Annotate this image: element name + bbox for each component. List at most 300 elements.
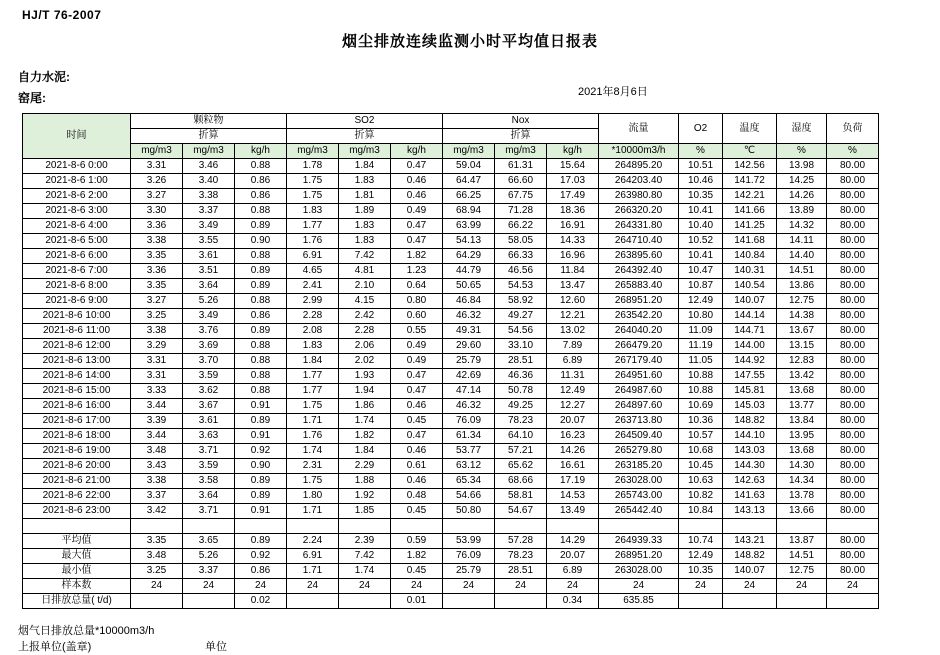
row-label: 2021-8-6 23:00 bbox=[23, 504, 131, 519]
page-title: 烟尘排放连续监测小时平均值日报表 bbox=[341, 33, 598, 50]
cell-11: 141.66 bbox=[723, 204, 777, 219]
cell-2: 0.89 bbox=[235, 264, 287, 279]
cell-1: 5.26 bbox=[183, 294, 235, 309]
cell-7: 28.51 bbox=[495, 354, 547, 369]
cell-10: 10.47 bbox=[679, 264, 723, 279]
cell-0: 3.38 bbox=[131, 324, 183, 339]
row-label: 2021-8-6 8:00 bbox=[23, 279, 131, 294]
row-label: 2021-8-6 3:00 bbox=[23, 204, 131, 219]
cell-3: 1.75 bbox=[287, 399, 339, 414]
cell-4: 1.84 bbox=[339, 159, 391, 174]
cell-8: 16.23 bbox=[547, 429, 599, 444]
summary-cell-7: 28.51 bbox=[495, 564, 547, 579]
summary-cell-13: 80.00 bbox=[827, 549, 879, 564]
cell-0: 3.25 bbox=[131, 309, 183, 324]
cell-10: 10.45 bbox=[679, 459, 723, 474]
row-label: 2021-8-6 13:00 bbox=[23, 354, 131, 369]
cell-8: 13.47 bbox=[547, 279, 599, 294]
daily-total-blank-7 bbox=[723, 594, 777, 609]
cell-1: 3.51 bbox=[183, 264, 235, 279]
cell-11: 147.55 bbox=[723, 369, 777, 384]
cell-8: 16.91 bbox=[547, 219, 599, 234]
cell-5: 0.49 bbox=[391, 354, 443, 369]
cell-10: 10.88 bbox=[679, 369, 723, 384]
cell-13: 80.00 bbox=[827, 324, 879, 339]
cell-12: 13.66 bbox=[777, 504, 827, 519]
cell-2: 0.88 bbox=[235, 204, 287, 219]
summary-cell-6: 76.09 bbox=[443, 549, 495, 564]
table-row bbox=[23, 324, 879, 339]
summary-cell-3: 1.71 bbox=[287, 564, 339, 579]
row-label: 2021-8-6 16:00 bbox=[23, 399, 131, 414]
cell-4: 7.42 bbox=[339, 249, 391, 264]
cell-7: 54.56 bbox=[495, 324, 547, 339]
table-row bbox=[23, 189, 879, 204]
summary-cell-1: 24 bbox=[183, 579, 235, 594]
footer-note-daily-total: 烟气日排放总量*10000m3/h bbox=[18, 625, 155, 637]
table-row bbox=[23, 474, 879, 489]
cell-7: 54.67 bbox=[495, 504, 547, 519]
cell-5: 0.60 bbox=[391, 309, 443, 324]
cell-8: 16.61 bbox=[547, 459, 599, 474]
cell-4: 4.15 bbox=[339, 294, 391, 309]
cell-4: 1.83 bbox=[339, 219, 391, 234]
cell-6: 25.79 bbox=[443, 354, 495, 369]
cell-1: 3.55 bbox=[183, 234, 235, 249]
cell-7: 33.10 bbox=[495, 339, 547, 354]
cell-3: 1.75 bbox=[287, 189, 339, 204]
summary-cell-3: 2.24 bbox=[287, 534, 339, 549]
table-row bbox=[23, 219, 879, 234]
summary-cell-4: 1.74 bbox=[339, 564, 391, 579]
cell-3: 2.99 bbox=[287, 294, 339, 309]
cell-0: 3.31 bbox=[131, 369, 183, 384]
cell-3: 1.76 bbox=[287, 234, 339, 249]
cell-7: 46.36 bbox=[495, 369, 547, 384]
summary-cell-8: 6.89 bbox=[547, 564, 599, 579]
summary-row bbox=[23, 579, 879, 594]
table-row bbox=[23, 294, 879, 309]
cell-4: 1.84 bbox=[339, 444, 391, 459]
row-label: 2021-8-6 4:00 bbox=[23, 219, 131, 234]
cell-13: 80.00 bbox=[827, 414, 879, 429]
cell-6: 76.09 bbox=[443, 414, 495, 429]
cell-3: 1.74 bbox=[287, 444, 339, 459]
table-row bbox=[23, 414, 879, 429]
unit-pm-kgh: kg/h bbox=[235, 144, 287, 159]
cell-11: 144.71 bbox=[723, 324, 777, 339]
spacer-cell bbox=[235, 519, 287, 534]
summary-cell-3: 24 bbox=[287, 579, 339, 594]
cell-5: 1.82 bbox=[391, 249, 443, 264]
cell-2: 0.86 bbox=[235, 309, 287, 324]
cell-2: 0.88 bbox=[235, 339, 287, 354]
summary-cell-12: 12.75 bbox=[777, 564, 827, 579]
daily-total-nox: 0.34 bbox=[547, 594, 599, 609]
cell-5: 0.47 bbox=[391, 429, 443, 444]
cell-12: 13.68 bbox=[777, 384, 827, 399]
row-label: 2021-8-6 17:00 bbox=[23, 414, 131, 429]
unit-so2-conv-mgm3: mg/m3 bbox=[339, 144, 391, 159]
table-row bbox=[23, 504, 879, 519]
cell-12: 13.78 bbox=[777, 489, 827, 504]
cell-10: 10.52 bbox=[679, 234, 723, 249]
cell-13: 80.00 bbox=[827, 354, 879, 369]
cell-13: 80.00 bbox=[827, 204, 879, 219]
table-row bbox=[23, 309, 879, 324]
cell-4: 1.89 bbox=[339, 204, 391, 219]
cell-7: 68.66 bbox=[495, 474, 547, 489]
cell-3: 1.80 bbox=[287, 489, 339, 504]
cell-0: 3.31 bbox=[131, 354, 183, 369]
summary-cell-5: 24 bbox=[391, 579, 443, 594]
cell-9: 264040.20 bbox=[599, 324, 679, 339]
cell-2: 0.89 bbox=[235, 474, 287, 489]
cell-9: 266320.20 bbox=[599, 204, 679, 219]
hourly-average-table bbox=[22, 113, 879, 609]
cell-9: 263542.20 bbox=[599, 309, 679, 324]
table-row bbox=[23, 354, 879, 369]
summary-cell-1: 3.37 bbox=[183, 564, 235, 579]
row-label: 样本数 bbox=[23, 579, 131, 594]
cell-7: 58.92 bbox=[495, 294, 547, 309]
cell-2: 0.88 bbox=[235, 159, 287, 174]
unit-pm-mgm3: mg/m3 bbox=[131, 144, 183, 159]
cell-12: 13.15 bbox=[777, 339, 827, 354]
table-unit-row bbox=[23, 144, 879, 159]
cell-2: 0.91 bbox=[235, 504, 287, 519]
facility-name: 窑尾: bbox=[18, 91, 46, 105]
cell-0: 3.42 bbox=[131, 504, 183, 519]
cell-1: 3.59 bbox=[183, 369, 235, 384]
cell-1: 3.67 bbox=[183, 399, 235, 414]
cell-11: 144.10 bbox=[723, 429, 777, 444]
cell-7: 66.60 bbox=[495, 174, 547, 189]
cell-7: 66.22 bbox=[495, 219, 547, 234]
spacer-cell bbox=[777, 519, 827, 534]
cell-9: 264203.40 bbox=[599, 174, 679, 189]
table-row bbox=[23, 174, 879, 189]
spacer-row bbox=[23, 519, 879, 534]
cell-13: 80.00 bbox=[827, 474, 879, 489]
cell-1: 3.63 bbox=[183, 429, 235, 444]
row-label: 2021-8-6 7:00 bbox=[23, 264, 131, 279]
cell-8: 17.19 bbox=[547, 474, 599, 489]
group-header-nox: Nox bbox=[443, 114, 599, 129]
cell-0: 3.38 bbox=[131, 234, 183, 249]
cell-9: 264897.60 bbox=[599, 399, 679, 414]
cell-13: 80.00 bbox=[827, 279, 879, 294]
cell-1: 3.69 bbox=[183, 339, 235, 354]
table-row bbox=[23, 489, 879, 504]
cell-0: 3.44 bbox=[131, 429, 183, 444]
cell-6: 65.34 bbox=[443, 474, 495, 489]
cell-1: 3.71 bbox=[183, 504, 235, 519]
cell-2: 0.88 bbox=[235, 249, 287, 264]
row-label: 2021-8-6 2:00 bbox=[23, 189, 131, 204]
row-label: 2021-8-6 12:00 bbox=[23, 339, 131, 354]
cell-12: 13.95 bbox=[777, 429, 827, 444]
cell-8: 14.33 bbox=[547, 234, 599, 249]
cell-8: 17.03 bbox=[547, 174, 599, 189]
cell-10: 11.05 bbox=[679, 354, 723, 369]
cell-1: 3.64 bbox=[183, 279, 235, 294]
cell-7: 71.28 bbox=[495, 204, 547, 219]
cell-5: 0.47 bbox=[391, 369, 443, 384]
cell-2: 0.89 bbox=[235, 489, 287, 504]
cell-8: 6.89 bbox=[547, 354, 599, 369]
row-label: 2021-8-6 0:00 bbox=[23, 159, 131, 174]
cell-1: 3.61 bbox=[183, 249, 235, 264]
summary-cell-9: 263028.00 bbox=[599, 564, 679, 579]
cell-9: 264710.40 bbox=[599, 234, 679, 249]
summary-cell-8: 20.07 bbox=[547, 549, 599, 564]
spacer-cell bbox=[183, 519, 235, 534]
table-row bbox=[23, 429, 879, 444]
cell-4: 1.88 bbox=[339, 474, 391, 489]
cell-8: 13.49 bbox=[547, 504, 599, 519]
table-group-header-row bbox=[23, 114, 879, 129]
spacer-cell bbox=[391, 519, 443, 534]
table-row bbox=[23, 399, 879, 414]
summary-cell-6: 25.79 bbox=[443, 564, 495, 579]
cell-8: 11.84 bbox=[547, 264, 599, 279]
summary-cell-9: 268951.20 bbox=[599, 549, 679, 564]
cell-6: 63.12 bbox=[443, 459, 495, 474]
cell-3: 4.65 bbox=[287, 264, 339, 279]
cell-5: 0.45 bbox=[391, 504, 443, 519]
table-row bbox=[23, 339, 879, 354]
cell-5: 1.23 bbox=[391, 264, 443, 279]
cell-10: 10.35 bbox=[679, 189, 723, 204]
cell-5: 0.64 bbox=[391, 279, 443, 294]
cell-9: 263028.00 bbox=[599, 474, 679, 489]
cell-5: 0.46 bbox=[391, 189, 443, 204]
cell-5: 0.46 bbox=[391, 174, 443, 189]
spacer-cell bbox=[443, 519, 495, 534]
sub-header-nox-converted: 折算 bbox=[443, 129, 599, 144]
footer-reporting-unit: 上报单位(盖章) bbox=[18, 641, 92, 653]
cell-12: 12.83 bbox=[777, 354, 827, 369]
cell-2: 0.86 bbox=[235, 174, 287, 189]
cell-12: 13.98 bbox=[777, 159, 827, 174]
cell-7: 67.75 bbox=[495, 189, 547, 204]
header-o2: O2 bbox=[679, 114, 723, 144]
unit-nox-kgh: kg/h bbox=[547, 144, 599, 159]
cell-12: 14.26 bbox=[777, 189, 827, 204]
cell-3: 6.91 bbox=[287, 249, 339, 264]
cell-12: 14.40 bbox=[777, 249, 827, 264]
cell-3: 2.08 bbox=[287, 324, 339, 339]
cell-9: 264987.60 bbox=[599, 384, 679, 399]
cell-10: 10.68 bbox=[679, 444, 723, 459]
cell-6: 46.84 bbox=[443, 294, 495, 309]
cell-12: 14.34 bbox=[777, 474, 827, 489]
daily-total-blank-3 bbox=[339, 594, 391, 609]
cell-8: 7.89 bbox=[547, 339, 599, 354]
cell-13: 80.00 bbox=[827, 264, 879, 279]
cell-12: 14.32 bbox=[777, 219, 827, 234]
cell-13: 80.00 bbox=[827, 489, 879, 504]
cell-13: 80.00 bbox=[827, 399, 879, 414]
cell-4: 1.94 bbox=[339, 384, 391, 399]
cell-8: 16.96 bbox=[547, 249, 599, 264]
row-label: 2021-8-6 10:00 bbox=[23, 309, 131, 324]
cell-4: 2.10 bbox=[339, 279, 391, 294]
cell-11: 142.63 bbox=[723, 474, 777, 489]
cell-3: 1.75 bbox=[287, 174, 339, 189]
cell-0: 3.27 bbox=[131, 294, 183, 309]
cell-2: 0.89 bbox=[235, 279, 287, 294]
cell-9: 268951.20 bbox=[599, 294, 679, 309]
cell-4: 1.83 bbox=[339, 174, 391, 189]
cell-13: 80.00 bbox=[827, 429, 879, 444]
daily-total-pm: 0.02 bbox=[235, 594, 287, 609]
table-row bbox=[23, 264, 879, 279]
cell-5: 0.45 bbox=[391, 414, 443, 429]
cell-10: 10.41 bbox=[679, 249, 723, 264]
summary-cell-4: 24 bbox=[339, 579, 391, 594]
cell-3: 1.78 bbox=[287, 159, 339, 174]
cell-2: 0.90 bbox=[235, 459, 287, 474]
cell-5: 0.55 bbox=[391, 324, 443, 339]
row-label: 2021-8-6 1:00 bbox=[23, 174, 131, 189]
header-humidity: 湿度 bbox=[777, 114, 827, 144]
cell-1: 3.70 bbox=[183, 354, 235, 369]
spacer-cell bbox=[679, 519, 723, 534]
summary-cell-9: 24 bbox=[599, 579, 679, 594]
summary-cell-0: 3.48 bbox=[131, 549, 183, 564]
spacer-cell bbox=[547, 519, 599, 534]
unit-humidity: % bbox=[777, 144, 827, 159]
summary-cell-4: 2.39 bbox=[339, 534, 391, 549]
cell-13: 80.00 bbox=[827, 189, 879, 204]
unit-pm-conv-mgm3: mg/m3 bbox=[183, 144, 235, 159]
cell-10: 10.36 bbox=[679, 414, 723, 429]
cell-10: 10.40 bbox=[679, 219, 723, 234]
cell-2: 0.89 bbox=[235, 414, 287, 429]
cell-7: 49.25 bbox=[495, 399, 547, 414]
cell-1: 3.58 bbox=[183, 474, 235, 489]
summary-cell-13: 80.00 bbox=[827, 534, 879, 549]
cell-10: 10.88 bbox=[679, 384, 723, 399]
cell-9: 263980.80 bbox=[599, 189, 679, 204]
cell-2: 0.92 bbox=[235, 444, 287, 459]
daily-total-blank-8 bbox=[777, 594, 827, 609]
cell-11: 144.92 bbox=[723, 354, 777, 369]
daily-total-so2: 0.01 bbox=[391, 594, 443, 609]
table-row bbox=[23, 159, 879, 174]
summary-cell-8: 24 bbox=[547, 579, 599, 594]
row-label: 2021-8-6 5:00 bbox=[23, 234, 131, 249]
daily-total-blank-9 bbox=[827, 594, 879, 609]
unit-temperature: ℃ bbox=[723, 144, 777, 159]
cell-11: 144.30 bbox=[723, 459, 777, 474]
cell-8: 11.31 bbox=[547, 369, 599, 384]
summary-cell-0: 3.35 bbox=[131, 534, 183, 549]
cell-11: 144.00 bbox=[723, 339, 777, 354]
unit-nox-mgm3: mg/m3 bbox=[443, 144, 495, 159]
cell-4: 2.28 bbox=[339, 324, 391, 339]
cell-5: 0.47 bbox=[391, 159, 443, 174]
cell-12: 12.75 bbox=[777, 294, 827, 309]
cell-8: 15.64 bbox=[547, 159, 599, 174]
unit-flow: *10000m3/h bbox=[599, 144, 679, 159]
cell-3: 1.83 bbox=[287, 204, 339, 219]
cell-9: 263185.20 bbox=[599, 459, 679, 474]
row-label: 2021-8-6 15:00 bbox=[23, 384, 131, 399]
cell-0: 3.36 bbox=[131, 264, 183, 279]
cell-11: 141.72 bbox=[723, 174, 777, 189]
summary-cell-11: 143.21 bbox=[723, 534, 777, 549]
cell-5: 0.47 bbox=[391, 384, 443, 399]
cell-9: 264509.40 bbox=[599, 429, 679, 444]
summary-cell-0: 3.25 bbox=[131, 564, 183, 579]
summary-row bbox=[23, 549, 879, 564]
company-name: 自力水泥: bbox=[18, 70, 70, 84]
report-date: 2021年8月6日 bbox=[578, 86, 648, 98]
cell-2: 0.88 bbox=[235, 294, 287, 309]
cell-13: 80.00 bbox=[827, 174, 879, 189]
cell-6: 53.77 bbox=[443, 444, 495, 459]
cell-13: 80.00 bbox=[827, 309, 879, 324]
cell-11: 142.56 bbox=[723, 159, 777, 174]
cell-0: 3.31 bbox=[131, 159, 183, 174]
cell-6: 47.14 bbox=[443, 384, 495, 399]
header-temperature: 温度 bbox=[723, 114, 777, 144]
row-label: 平均值 bbox=[23, 534, 131, 549]
unit-so2-mgm3: mg/m3 bbox=[287, 144, 339, 159]
cell-0: 3.48 bbox=[131, 444, 183, 459]
cell-5: 0.80 bbox=[391, 294, 443, 309]
cell-10: 10.51 bbox=[679, 159, 723, 174]
cell-0: 3.27 bbox=[131, 189, 183, 204]
row-label: 2021-8-6 9:00 bbox=[23, 294, 131, 309]
cell-10: 10.84 bbox=[679, 504, 723, 519]
cell-0: 3.44 bbox=[131, 399, 183, 414]
cell-13: 80.00 bbox=[827, 339, 879, 354]
cell-12: 14.38 bbox=[777, 309, 827, 324]
summary-cell-3: 6.91 bbox=[287, 549, 339, 564]
cell-9: 263895.60 bbox=[599, 249, 679, 264]
cell-1: 3.49 bbox=[183, 219, 235, 234]
cell-3: 1.77 bbox=[287, 384, 339, 399]
cell-5: 0.49 bbox=[391, 339, 443, 354]
header-time: 时间 bbox=[23, 114, 131, 159]
cell-11: 140.31 bbox=[723, 264, 777, 279]
spacer-cell bbox=[827, 519, 879, 534]
cell-6: 44.79 bbox=[443, 264, 495, 279]
cell-7: 50.78 bbox=[495, 384, 547, 399]
cell-0: 3.37 bbox=[131, 489, 183, 504]
cell-12: 14.30 bbox=[777, 459, 827, 474]
cell-6: 50.80 bbox=[443, 504, 495, 519]
summary-cell-11: 140.07 bbox=[723, 564, 777, 579]
cell-11: 148.82 bbox=[723, 414, 777, 429]
daily-total-blank-0 bbox=[131, 594, 183, 609]
cell-0: 3.39 bbox=[131, 414, 183, 429]
cell-9: 266479.20 bbox=[599, 339, 679, 354]
cell-1: 3.46 bbox=[183, 159, 235, 174]
cell-7: 65.62 bbox=[495, 459, 547, 474]
summary-cell-10: 10.35 bbox=[679, 564, 723, 579]
spacer-cell bbox=[599, 519, 679, 534]
cell-10: 12.49 bbox=[679, 294, 723, 309]
summary-cell-13: 80.00 bbox=[827, 564, 879, 579]
cell-2: 0.88 bbox=[235, 354, 287, 369]
cell-11: 140.54 bbox=[723, 279, 777, 294]
summary-cell-5: 0.45 bbox=[391, 564, 443, 579]
